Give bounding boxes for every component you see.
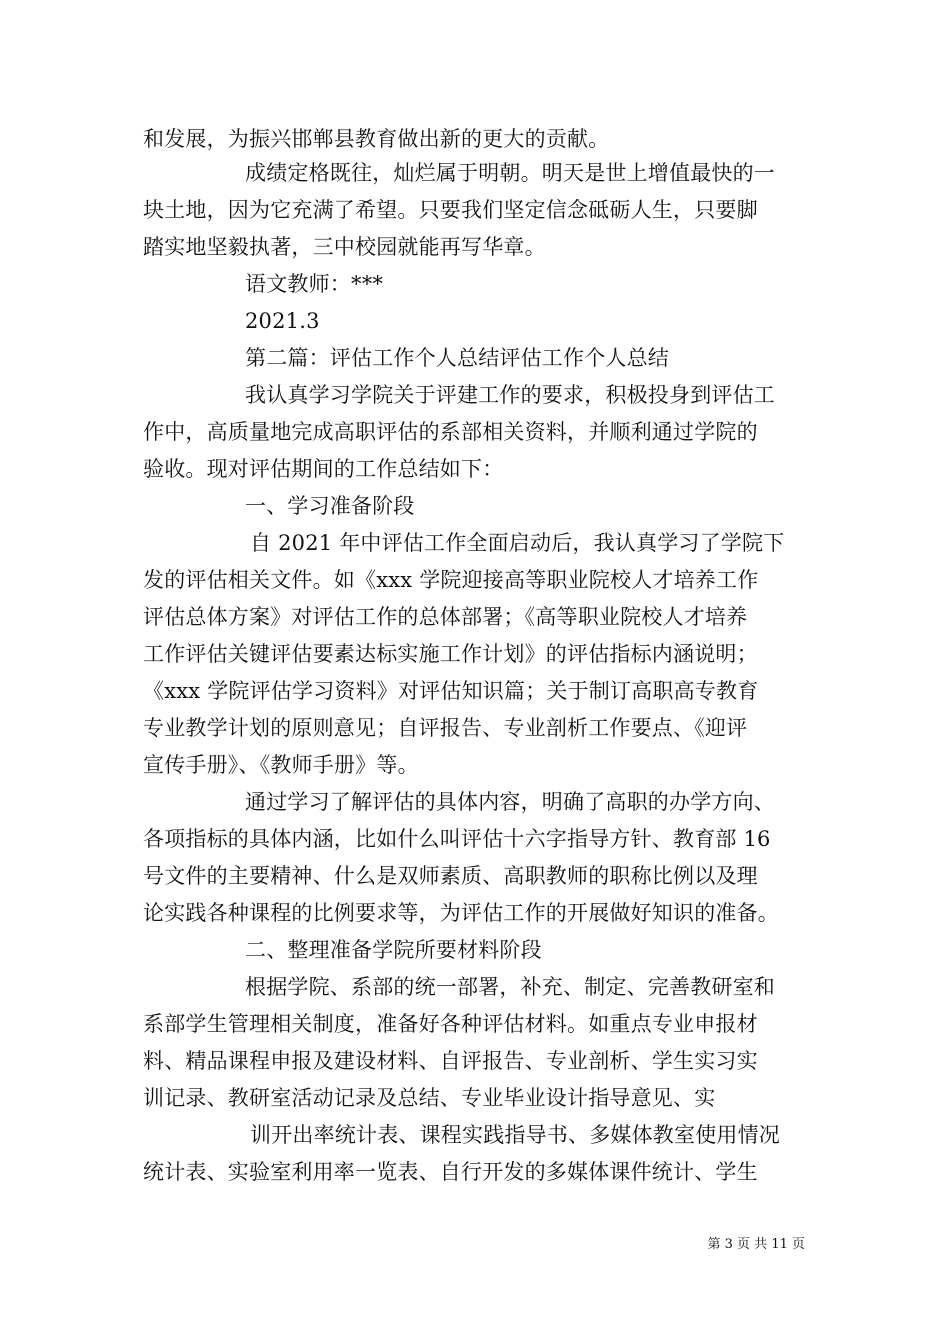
text-line: 训记录、教研室活动记录及总结、专业毕业设计指导意见、实	[143, 1086, 716, 1110]
text-line: 自 2021 年中评估工作全面启动后，我认真学习了学院下	[250, 531, 785, 555]
text-line: 成绩定格既往，灿烂属于明朝。明天是世上增值最快的一	[245, 161, 775, 185]
text-line: 我认真学习学院关于评建工作的要求，积极投身到评估工	[245, 383, 775, 407]
text-line: 统计表、实验室利用率一览表、自行开发的多媒体课件统计、学生	[143, 1160, 758, 1184]
text-line: 块土地，因为它充满了希望。只要我们坚定信念砥砺人生，只要脚	[143, 198, 758, 222]
text-line: 和发展，为振兴邯郸县教育做出新的更大的贡献。	[143, 127, 610, 151]
subsection-heading: 二、整理准备学院所要材料阶段	[245, 938, 542, 962]
text-line: 踏实地坚毅执著，三中校园就能再写华章。	[143, 235, 546, 259]
text-line: 宣传手册》、《教师手册》等。	[143, 753, 419, 777]
text-line: 工作评估关键评估要素达标实施工作计划》的评估指标内涵说明；	[143, 642, 758, 666]
text-line: 通过学习了解评估的具体内容，明确了高职的办学方向、	[245, 790, 775, 814]
text-line: 发的评估相关文件。如《xxx 学院迎接高等职业院校人才培养工作	[143, 568, 759, 592]
text-line: 论实践各种课程的比例要求等，为评估工作的开展做好知识的准备。	[143, 901, 779, 925]
subsection-heading: 一、学习准备阶段	[245, 494, 415, 518]
text-line: 专业教学计划的原则意见；自评报告、专业剖析工作要点、《迎评	[143, 716, 748, 740]
text-line: 训开出率统计表、课程实践指导书、多媒体教室使用情况	[250, 1123, 780, 1147]
text-line: 作中，高质量地完成高职评估的系部相关资料，并顺利通过学院的	[143, 420, 758, 444]
date-line: 2021.3	[245, 309, 320, 333]
text-line: 根据学院、系部的统一部署，补充、制定、完善教研室和	[245, 975, 775, 999]
text-line: 评估总体方案》对评估工作的总体部署；《高等职业院校人才培养	[143, 605, 748, 629]
text-line: 验收。现对评估期间的工作总结如下：	[143, 457, 504, 481]
text-line: 料、精品课程申报及建设材料、自评报告、专业剖析、学生实习实	[143, 1049, 758, 1073]
signature-line: 语文教师：***	[245, 272, 384, 296]
text-line: 号文件的主要精神、什么是双师素质、高职教师的职称比例以及理	[143, 864, 758, 888]
page-number: 第 3 页 共 11 页	[707, 1237, 805, 1252]
section-title: 第二篇：评估工作个人总结评估工作个人总结	[245, 346, 669, 370]
text-line: 各项指标的具体内涵，比如什么叫评估十六字指导方针、教育部 16	[143, 827, 771, 851]
text-line: 系部学生管理相关制度，准备好各种评估材料。如重点专业申报材	[143, 1012, 758, 1036]
text-line: 《xxx 学院评估学习资料》对评估知识篇；关于制订高职高专教育	[143, 679, 759, 703]
